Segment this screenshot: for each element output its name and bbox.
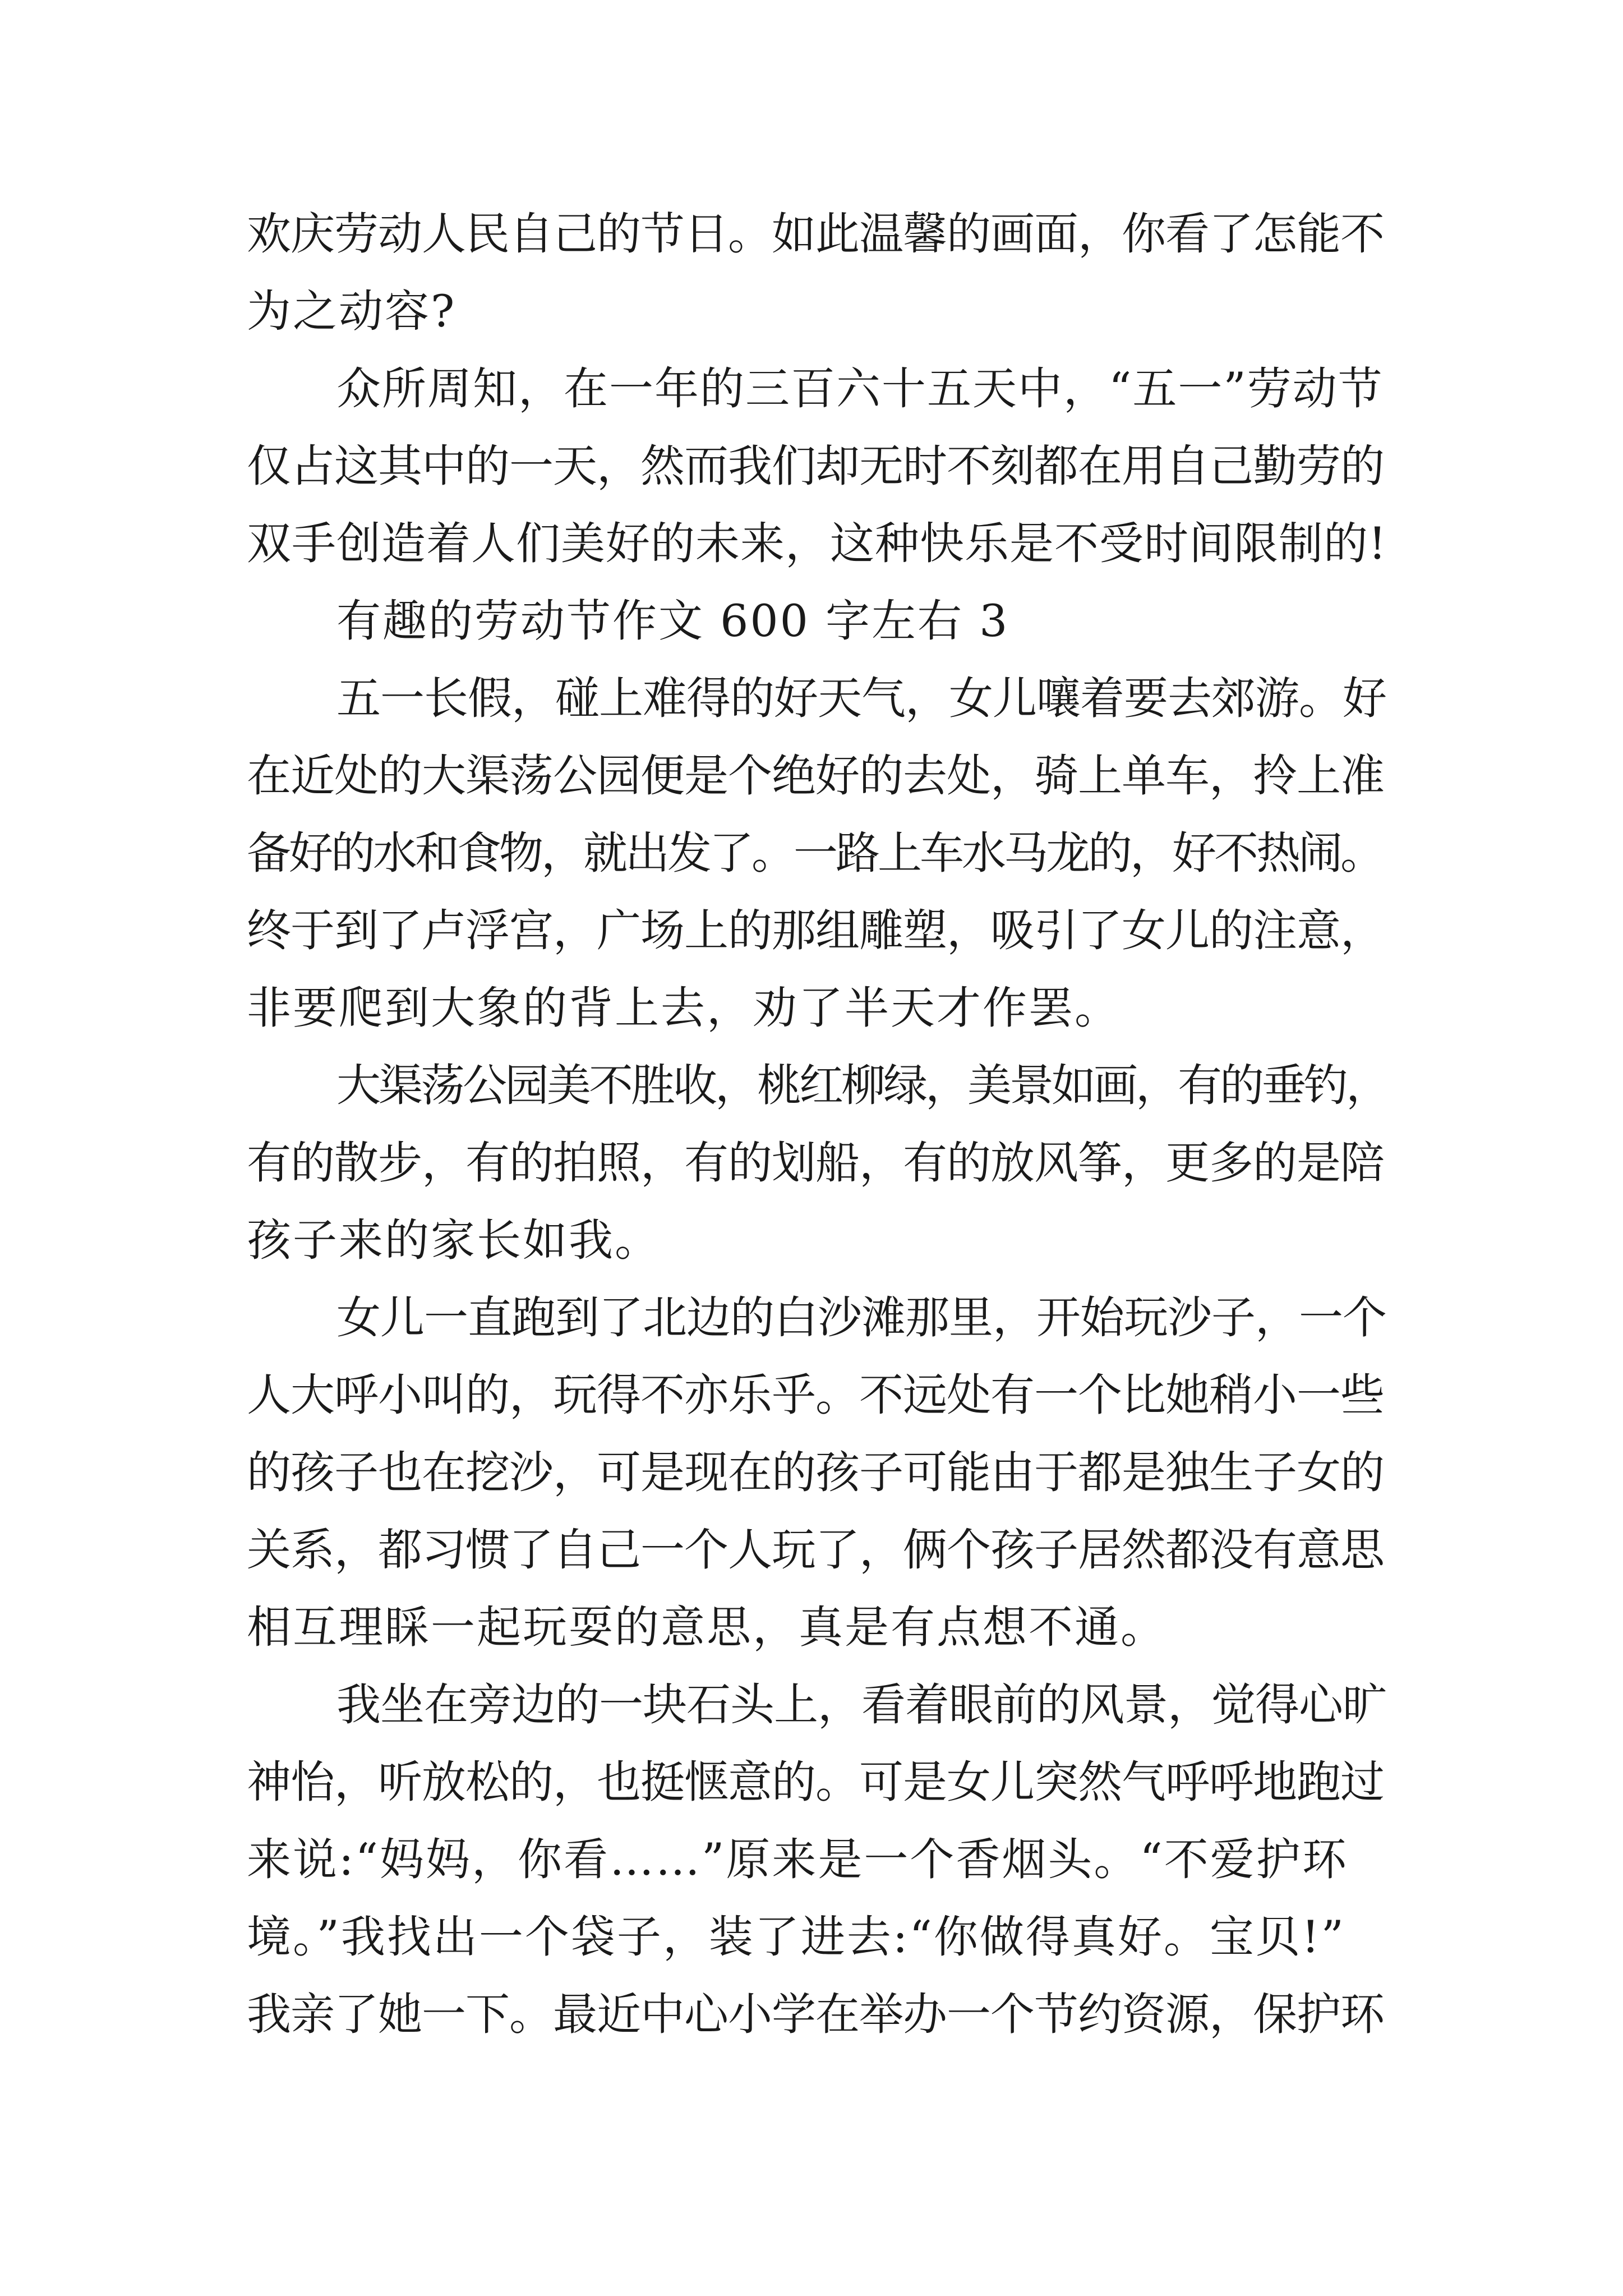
text-line: 的孩子也在挖沙，可是现在的孩子可能由于都是独生子女的 [247, 1447, 1384, 1498]
text-line: 非要爬到大象的背上去，劝了半天才作罢。 [247, 982, 1121, 1034]
text-line: 女儿一直跑到了北边的白沙滩那里，开始玩沙子，一个 [336, 1292, 1386, 1343]
text-line: 人大呼小叫的，玩得不亦乐乎。不远处有一个比她稍小一些 [247, 1369, 1384, 1421]
text-line: 终于到了卢浮宫，广场上的那组雕塑，吸引了女儿的注意， [247, 905, 1384, 956]
text-line: 相互理睬一起玩耍的意思，真是有点想不通。 [247, 1602, 1166, 1653]
text-line: 来说:“妈妈，你看……”原来是一个香烟头。“不爱护环 [247, 1834, 1348, 1885]
text-line: 众所周知，在一年的三百六十五天中，“五一”劳动节 [336, 363, 1384, 415]
text-line: 神怡，听放松的，也挺惬意的。可是女儿突然气呼呼地跑过 [247, 1756, 1384, 1808]
text-line: 仅占这其中的一天，然而我们却无时不刻都在用自己勤劳的 [247, 440, 1384, 492]
text-line: 孩子来的家长如我。 [247, 1214, 661, 1266]
text-line: 关系，都习惯了自己一个人玩了，俩个孩子居然都没有意思 [247, 1524, 1384, 1576]
text-line: 我亲了她一下。最近中心小学在举办一个节约资源，保护环 [247, 1989, 1384, 2040]
text-line: 有的散步，有的拍照，有的划船，有的放风筝，更多的是陪 [247, 1137, 1384, 1189]
text-line: 我坐在旁边的一块石头上，看着眼前的风景，觉得心旷 [336, 1679, 1386, 1731]
text-line: 大渠荡公园美不胜收，桃红柳绿，美景如画，有的垂钓， [336, 1060, 1388, 1111]
text-line: 欢庆劳动人民自己的节日。如此温馨的画面，你看了怎能不 [247, 208, 1384, 260]
text-line: 备好的水和食物，就出发了。一路上车水马龙的，好不热闹。 [247, 827, 1382, 879]
text-line: 境。”我找出一个袋子，装了进去:“你做得真好。宝贝!” [247, 1911, 1346, 1963]
text-line: 为之动容? [247, 286, 457, 337]
section-heading: 有趣的劳动节作文 600 字左右 3 [336, 595, 1009, 647]
text-line: 在近处的大渠荡公园便是个绝好的去处，骑上单车，拎上准 [247, 750, 1384, 802]
document-body [247, 195, 1391, 2053]
text-line: 双手创造着人们美好的未来，这种快乐是不受时间限制的! [247, 518, 1387, 569]
text-line: 五一长假，碰上难得的好天气，女儿嚷着要去郊游。好 [336, 673, 1386, 724]
